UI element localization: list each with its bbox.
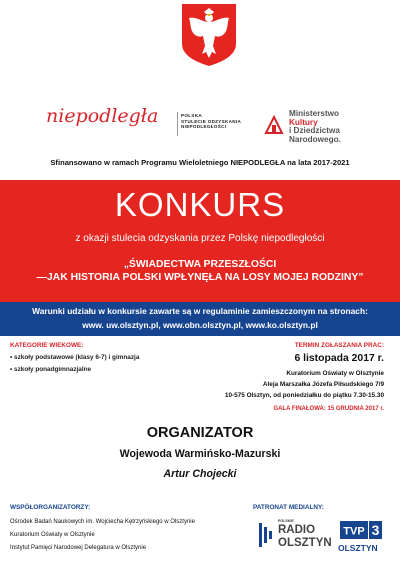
radio-mark-icon <box>258 521 274 549</box>
tvp-number: 3 <box>371 522 380 538</box>
ministry-line-2: Kultury <box>289 117 318 127</box>
logo-divider <box>177 112 178 136</box>
ministry-line-1: Ministerstwo <box>289 109 340 118</box>
niepodlegla-sub-2: STULECIE ODZYSKANIA <box>181 118 242 124</box>
deadline-date: 6 listopada 2017 r. <box>294 353 384 364</box>
tvp-text: TVP <box>343 525 365 538</box>
contest-title-line-1: „ŚWIADECTWA PRZESZŁOŚCI <box>123 259 277 270</box>
radio-label-small: POLSKIE <box>278 519 294 523</box>
category-label: szkoły podstawowe (klasy 6-7) i gimnazja <box>14 354 140 361</box>
coorganizer-item: Ośrodek Badań Naukowych im. Wojciecha Kętrzyńskiego w Olsztynie <box>10 519 195 525</box>
niepodlegla-sub-3: NIEPODLEGŁOŚCI <box>181 124 227 130</box>
ministry-line-4: Narodowego. <box>289 134 341 144</box>
radio-label-1: RADIO <box>278 524 316 536</box>
ministry-logo <box>289 110 341 144</box>
category-item: • szkoły ponadgimnazjalne <box>10 366 92 373</box>
address-line-3: 10-575 Olsztyn, od poniedziałku do piątku 7.30-15.30 <box>224 392 384 399</box>
coorganizer-item: Kuratorium Oświaty w Olsztynie <box>10 532 95 538</box>
organizer-heading: ORGANIZATOR <box>146 425 254 441</box>
ministry-mark-icon <box>263 114 285 136</box>
category-item: • szkoły podstawowe (klasy 6-7) i gimnazja <box>10 354 140 361</box>
address-line-2: Aleja Marszałka Józefa Piłsudskiego 7/9 <box>262 381 384 388</box>
polish-eagle-icon <box>182 4 236 66</box>
niepodlegla-subtitle <box>181 113 241 130</box>
deadline-heading: TERMIN ZGŁASZANIA PRAC: <box>294 342 384 349</box>
ministry-line-3: i Dziedzictwa <box>289 126 340 136</box>
organizer-name: Wojewoda Warmińsko-Mazurski <box>119 448 281 460</box>
tvp3-logo <box>340 521 382 539</box>
niepodlegla-logo: niepodległa <box>46 105 159 127</box>
coorganizers-heading: WSPÓŁORGANIZATORZY: <box>10 504 91 511</box>
niepodlegla-sub-1: POLSKA <box>181 113 202 118</box>
websites-text: www. uw.olsztyn.pl, www.obn.olsztyn.pl, www.ko.olsztyn.pl <box>82 320 318 330</box>
categories-heading: KATEGORIE WIEKOWE: <box>10 342 84 349</box>
headline-title: KONKURS <box>114 186 286 223</box>
tvp-city: OLSZTYN <box>338 543 378 553</box>
funding-note: Sfinansowano w ramach Programu Wieloletniego NIEPODLEGŁA na lata 2017-2021 <box>50 158 350 167</box>
media-heading: PATRONAT MEDIALNY: <box>253 504 324 511</box>
terms-text: Warunki udziału w konkursie zawarte są w regulaminie zamieszczonym na stronach: <box>32 306 368 316</box>
radio-label-2: OLSZTYN <box>278 537 332 549</box>
category-label: szkoły ponadgimnazjalne <box>14 366 92 373</box>
address-line-1: Kuratorium Oświaty w Olsztynie <box>286 370 384 377</box>
contest-title-line-2: —JAK HISTORIA POLSKI WPŁYNĘŁA NA LOSY MOJEJ RODZINY” <box>36 272 364 283</box>
final-gala-date: GALA FINAŁOWA: 15 GRUDNIA 2017 r. <box>273 406 384 412</box>
headline-occasion: z okazji stulecia odzyskania przez Polskę niepodległości <box>75 233 325 244</box>
organizer-person: Artur Chojecki <box>163 468 237 480</box>
coorganizer-item: Instytut Pamięci Narodowej Delegatura w Olsztynie <box>10 545 147 551</box>
